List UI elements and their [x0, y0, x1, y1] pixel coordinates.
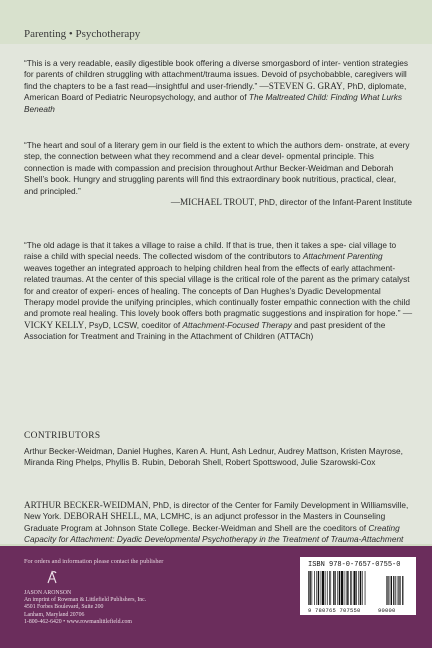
barcode-number: 9 780765 707550 90000 [308, 607, 396, 614]
quote-kelly [24, 240, 412, 343]
publisher-line: 4501 Forbes Boulevard, Suite 200 [24, 604, 104, 611]
quote-attribution-role: , PhD, diplomate, American Board of Pediatric Neuropsychology, and author of [24, 80, 407, 103]
quote-attribution-rest: and past president of the Association for Treatment and Training in the Attachment of Children (ATTACh) [24, 319, 386, 342]
quote-book-title: Attachment Parenting [302, 251, 383, 262]
publisher-line: Lanham, Maryland 20706 [24, 611, 85, 618]
quote-text-continued: weaves together an integrated approach to helping children heal from the effects of early attachment-related traumas. At the center of this special village is the critical role of the parent as the primary catalyst for and creator of experi- ences of healing. The concepts of Dan Hughes’s Dyadic Developmental Therapy model provide the unifying principles, which continually foster empathic connection with the child and promote real healing. This lovely book offers both pragmatic suggestions and inspiration for hope.” [24, 262, 411, 319]
quote-text: “This is a very readable, easily digestible book offering a diverse smorgasbord of inter- vention strategies for parents of children struggling with attachment/trauma issues. Devoid of psychobabble, caregivers will find the chapters to be a fast read—insightful and user-friendly.” [24, 58, 409, 91]
price-code: 90000 [378, 607, 396, 614]
quote-attribution-name: —STEVEN G. GRAY [259, 80, 343, 91]
quote-gray [24, 58, 412, 115]
publisher-line: JASON ARONSON [24, 590, 72, 596]
bio-text: , MA, LCMHC, is an adjunct professor in the Masters in Counseling Graduate Program at Johnson State College. Becker-Weidman and Shell are the coeditors of [24, 511, 386, 533]
quote-attribution-name: —VICKY KELLY [24, 308, 413, 330]
publisher-info [24, 590, 146, 626]
quote-trout [24, 140, 412, 208]
category-label: Parenting • Psychotherapy [24, 28, 141, 40]
barcode-panel [300, 557, 416, 615]
order-info-note: For orders and information please contact the publisher [24, 558, 164, 565]
publisher-line: 1-800-462-6420 • www.rowmanlittlefield.com [24, 618, 132, 625]
quote-text: “The old adage is that it takes a village to raise a child. If that is true, then it takes a spe- cial village to raise a child with special needs. The collected wisdom of the contributors to [24, 240, 397, 262]
quote-attribution-name: —MICHAEL TROUT [170, 197, 255, 208]
jason-aronson-logo-icon [46, 570, 58, 584]
quote-text: “The heart and soul of a literary gem in our field is the extent to which the authors dem- onstrate, at every step, the connection between what they recommend and a clear devel- opmental principle. This connection is made with compassion and precision throughout Arthur Becker-Weidman and Deborah Shell’s book. Hungry and struggling parents will find this extraordinary book nutritious, practical, clear, and principled.” [24, 140, 410, 196]
contributors-list: Arthur Becker-Weidman, Daniel Hughes, Karen A. Hunt, Ash Lednur, Audrey Mattson, Kristen Mayrose, Miranda Ring Phelps, Phyllis B. Rubin, Deborah Shell, Robert Spottswood, Julie Szarowski-Cox [24, 446, 403, 468]
contributors-heading: CONTRIBUTORS [24, 431, 101, 441]
isbn-label: ISBN 978-0-7657-0755-0 [308, 561, 401, 569]
publisher-line: An imprint of Rowman & Littlefield Publishers, Inc. [24, 597, 147, 604]
quote-attribution-book: The Maltreated Child: Finding What Lurks Beneath [24, 92, 403, 114]
author-name: ARTHUR BECKER-WEIDMAN [24, 500, 149, 510]
author-name: DEBORAH SHELL [63, 511, 139, 522]
quote-attribution-role: , PsyD, LCSW, coeditor of [84, 319, 183, 330]
ean-barcode [308, 571, 408, 607]
quote-attribution-book: Attachment-Focused Therapy [182, 319, 292, 330]
quote-attribution-role: , PhD, director of the Infant-Parent Institute [254, 197, 412, 208]
bio-text: , PhD, is director of the Center for Family Development in Williamsville, New York. [24, 500, 409, 522]
bio-book-title: Creating Capacity for Attachment: Dyadic Developmental Psychotherapy in the Treatment of Trauma-Attachment [24, 522, 404, 545]
